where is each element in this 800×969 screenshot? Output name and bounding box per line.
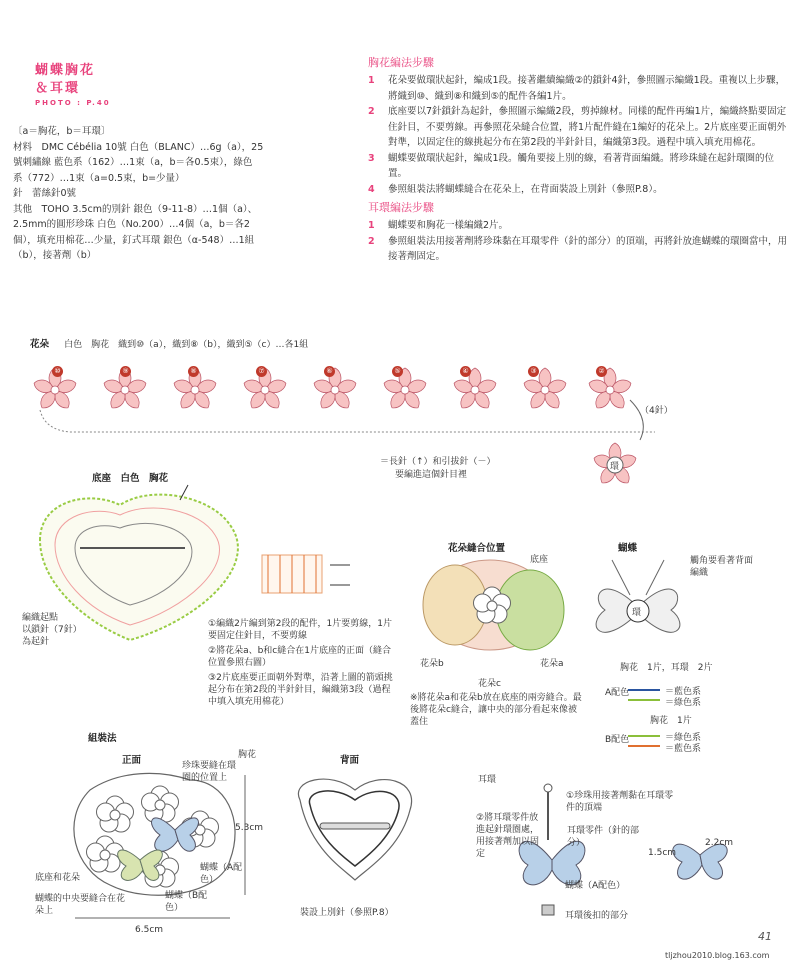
butterfly-b-color: B配色 — [605, 735, 630, 745]
flower-chain-label-row — [30, 332, 308, 351]
flower-number: ⑨ — [120, 366, 131, 377]
stitch-legend-line1: ＝長針（↑）和引拔針（－） — [380, 457, 496, 467]
earring-label: 耳環 — [478, 775, 497, 785]
base-label: 底座 白色 胸花 — [92, 473, 169, 484]
butterfly-b-label: 蝴蝶（B配色） — [165, 891, 208, 913]
assembly-front-label: 正面 — [122, 755, 142, 766]
photo-reference: PHOTO : P.40 — [35, 99, 111, 107]
legend-green-b: ＝綠色系 — [665, 733, 702, 743]
flower-number: ⑦ — [256, 366, 267, 377]
stitch-detail-diagram — [262, 555, 350, 593]
earring-steps-heading: 耳環編法步驟 — [368, 201, 434, 214]
butterfly-a-color: A配色 — [605, 688, 630, 698]
assembly-back-diagram — [298, 779, 411, 880]
flower-number: ② — [596, 366, 607, 377]
width-dimension: 6.5cm — [135, 925, 164, 935]
page-number: 41 — [758, 930, 772, 943]
sew-position-note: ※將花朵a和花朵b放在底座的兩旁縫合。最後將花朵c縫合，讓中央的部分看起來像被蓋住 — [410, 693, 582, 727]
earring-part-label: 耳環零件（針的部分） — [567, 826, 640, 848]
materials-line: （b），接著劑（b） — [13, 250, 97, 261]
earring-note-2: ②將耳環零件放進起針環圈處，用接著劑加以固定 — [476, 813, 540, 859]
sew-position-diagram — [423, 560, 564, 650]
step-item: 4 參照組裝法將蝴蝶縫合在花朵上，在背面裝設上別針（參照P.8）。 — [368, 183, 663, 195]
earring-back-label: 耳環後扣的部分 — [565, 911, 629, 921]
base-note-3: ③2片底座要正面朝外對準，沿著上圖的箭頭挑起分布在第2段的半針針目，編織第3段（過程中填入填充用棉花） — [208, 673, 393, 707]
antenna-note: 觸角要看著背面編織 — [690, 556, 754, 578]
step-item: 1 蝴蝶要和胸花一樣編織2片。 — [368, 220, 509, 231]
base-note-2: ②將花朵a、b和c縫合在1片底座的正面（縫合位置參照右圖） — [208, 646, 391, 668]
assembly-back-label: 背面 — [340, 755, 360, 766]
flower-number: ③ — [528, 366, 539, 377]
sew-flower-c-label: 花朵c — [478, 679, 501, 689]
assembly-brooch-label: 胸花 — [238, 750, 257, 760]
flower-chain-diagram — [32, 368, 655, 486]
base-and-flowers-label: 底座和花朵 — [35, 873, 81, 883]
materials-line: 針 蕾絲針0號 — [13, 188, 77, 199]
butterfly-count: 胸花 1片，耳環 2片 — [620, 663, 713, 673]
flower-number-row — [52, 366, 607, 377]
site-watermark: tljzhou2010.blog.163.com — [665, 951, 770, 960]
flower-ring-label: 環 — [610, 462, 620, 472]
flower-chain-desc: 白色 胸花 織到⑩（a），織到⑧（b），織到⑤（c）…各1組 — [64, 340, 309, 350]
butterfly-b-count: 胸花 1片 — [650, 716, 692, 726]
materials-line: 2.5mm的圓形珍珠 白色（No.200）…4個（a，b＝各2 — [13, 219, 250, 230]
legend-blue-b: ＝藍色系 — [665, 744, 702, 754]
pearl-note: 珍珠要縫在環圈的位置上 — [182, 761, 237, 783]
stitch-legend-line2: 要編進這個針目裡 — [395, 470, 468, 480]
flower-number: ⑩ — [52, 366, 63, 377]
assembly-label: 組裝法 — [88, 733, 117, 744]
sew-flower-a-label: 花朵a — [540, 659, 564, 669]
butterfly-label: 蝴蝶 — [618, 543, 638, 554]
materials-line: 號刺繡線 藍色系（162）…1束（a，b＝各0.5束），綠色 — [13, 157, 253, 168]
earring-butterfly-label: 蝴蝶（A配色） — [565, 881, 626, 891]
materials-line: 其他 TOHO 3.5cm的別針 銀色（9-11-8）…1個（a）、 — [13, 203, 258, 215]
butterfly-ring-label: 環 — [632, 608, 642, 618]
flower-number: ⑤ — [392, 366, 403, 377]
materials-line: 個），填充用棉花…少量，釘式耳環 銀色（α-548）…1組 — [13, 234, 255, 246]
butterfly-a-label: 蝴蝶（A配色） — [200, 863, 243, 885]
sew-flower-b-label: 花朵b — [420, 659, 444, 669]
pattern-subtitle: ＆耳環 — [35, 81, 81, 96]
flower-number: ⑧ — [188, 366, 199, 377]
earring-size-1: 1.5cm — [648, 848, 677, 858]
legend-blue: ＝藍色系 — [665, 687, 702, 697]
materials-legend: 〔a＝胸花，b＝耳環〕 — [13, 126, 111, 137]
center-note: 蝴蝶的中央要縫合在花朵上 — [35, 894, 126, 916]
base-note-1: ①編織2片編到第2段的配件，1片要剪線，1片要固定住針目，不要剪線 — [208, 619, 392, 641]
earring-note-1: ①珍珠用接著劑黏在耳環零件的頂端 — [566, 791, 674, 813]
legend-green: ＝綠色系 — [665, 698, 702, 708]
step-item: 1 花朵要做環狀起針，編成1段。接著繼續編織②的鎖針4針，參照圖示編織1段。重複以上步驟，將織到⑩、織到⑧和織到⑤的配件各編1片。 — [368, 75, 786, 102]
sew-base-label: 底座 — [530, 555, 549, 565]
step-item: 3 蝴蝶要做環狀起針，編成1段。觸角要接上別的線，看著背面編織。將珍珠縫在起針環圈的位置。 — [368, 152, 775, 179]
height-dimension: 5.3cm — [235, 823, 264, 833]
brooch-steps-heading: 胸花編法步驟 — [368, 56, 434, 69]
step-item: 2 參照組裝法用接著劑將珍珠黏在耳環零件（針的部分）的頂端，再將針放進蝴蝶的環圈當中，用接著劑固定。 — [368, 235, 788, 262]
pin-note: 裝設上別針（參照P.8） — [300, 908, 394, 918]
flower-chain-label: 花朵 — [30, 339, 50, 350]
materials-line: 材料 DMC Cébélia 10號 白色（BLANC）…6g（a），25 — [13, 141, 264, 153]
pattern-title: 蝴蝶胸花 — [35, 63, 96, 78]
sew-position-label: 花朵縫合位置 — [448, 543, 506, 554]
flower-number: ④ — [460, 366, 471, 377]
chain-stitch-count: （4針） — [640, 406, 673, 416]
earring-size-2: 2.2cm — [705, 838, 734, 848]
base-start-note: 編織起點 以鎖針（7針） 為起針 — [22, 613, 82, 647]
step-item: 2 底座要以7針鎖針為起針，參照圖示編織2段，剪掉線材。同樣的配件再編1片，編織終點要固定住針目，不要剪線。再參照花朵縫合位置，將1片配件縫在1編好的花朵上。2片底座要正面朝外對準，以固定住的線挑起分布在第2段的半針針目，編織第3段。過程中填入填充用棉花。 — [368, 106, 787, 148]
flower-number: ⑥ — [324, 366, 335, 377]
materials-line: 系（772）…1束（a=0.5束，b=少量） — [13, 172, 185, 184]
